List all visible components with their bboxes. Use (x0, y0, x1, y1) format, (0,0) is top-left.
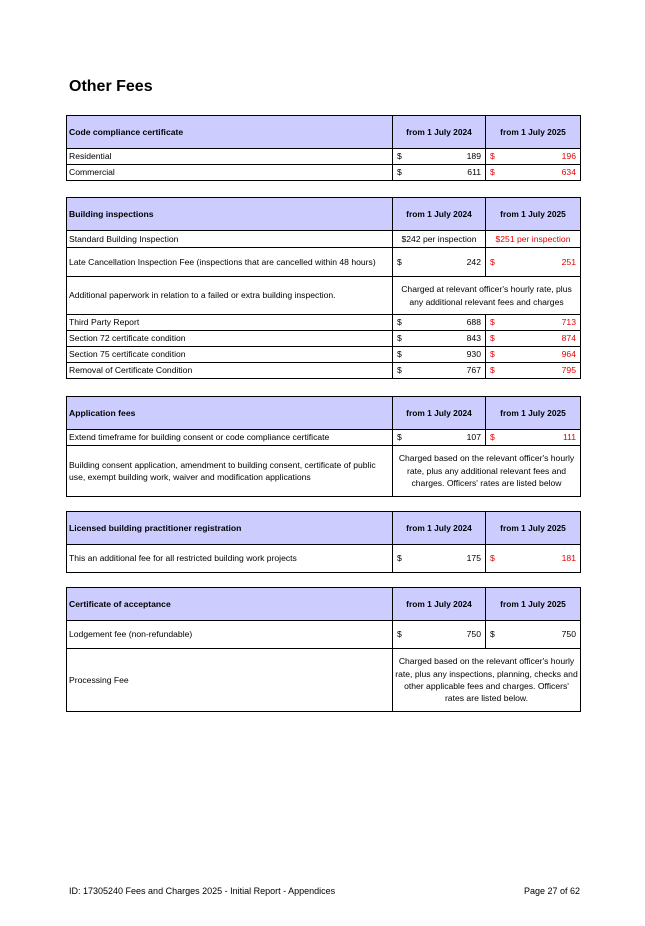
currency-symbol: $ (490, 349, 495, 360)
fee-2024 (393, 165, 486, 181)
column-header-2024: from 1 July 2024 (393, 198, 486, 231)
fee-note: Charged based on the relevant officer's hourly rate, plus any inspections, planning, checks and other applicable fees and charges. Officers' rates are listed below. (393, 649, 581, 712)
table-row (67, 331, 581, 347)
building-inspections-table (66, 197, 581, 379)
column-header-2024: from 1 July 2024 (393, 397, 486, 430)
currency-symbol: $ (490, 629, 495, 640)
amount: 767 (466, 365, 481, 376)
amount: 175 (466, 553, 481, 564)
amount: 713 (561, 317, 576, 328)
fee-note: Charged at relevant officer's hourly rate, plus any additional relevant fees and charges (393, 277, 581, 315)
fee-2024 (393, 149, 486, 165)
table-row (67, 347, 581, 363)
fee-2024 (393, 363, 486, 379)
table-row (67, 446, 581, 497)
table-header-row (67, 116, 581, 149)
certificate-of-acceptance-table (66, 587, 581, 712)
currency-symbol: $ (397, 167, 402, 178)
currency-symbol: $ (397, 317, 402, 328)
amount: 196 (561, 151, 576, 162)
table-row (67, 430, 581, 446)
fee-2025 (486, 315, 581, 331)
amount: 750 (561, 629, 576, 640)
currency-symbol: $ (397, 151, 402, 162)
fee-2025 (486, 621, 581, 649)
currency-symbol: $ (490, 167, 495, 178)
fee-2025 (486, 545, 581, 573)
column-header-2025: from 1 July 2025 (486, 116, 581, 149)
table-heading: Licensed building practitioner registration (67, 512, 393, 545)
currency-symbol: $ (490, 553, 495, 564)
currency-symbol: $ (490, 365, 495, 376)
fee-2024: $242 per inspection (393, 231, 486, 248)
currency-symbol: $ (490, 333, 495, 344)
table-row (67, 149, 581, 165)
amount: 181 (561, 553, 576, 564)
amount: 964 (561, 349, 576, 360)
footer-page-number: Page 27 of 62 (523, 886, 580, 896)
column-header-2025: from 1 July 2025 (486, 397, 581, 430)
fee-2025 (486, 363, 581, 379)
fee-2025 (486, 149, 581, 165)
column-header-2024: from 1 July 2024 (393, 588, 486, 621)
amount: 611 (467, 167, 481, 178)
table-row (67, 621, 581, 649)
amount: 688 (466, 317, 481, 328)
fee-2025 (486, 347, 581, 363)
row-label: Building consent application, amendment to building consent, certificate of public use, exempt building work, waiver and modification applications (67, 446, 393, 497)
fee-2024 (393, 331, 486, 347)
row-label: This an additional fee for all restricted building work projects (67, 545, 393, 573)
row-label: Processing Fee (67, 649, 393, 712)
amount: 111 (562, 432, 576, 443)
fee-2024 (393, 621, 486, 649)
row-label: Lodgement fee (non-refundable) (67, 621, 393, 649)
table-row (67, 649, 581, 712)
table-row (67, 545, 581, 573)
amount: 874 (561, 333, 576, 344)
currency-symbol: $ (490, 432, 495, 443)
column-header-2025: from 1 July 2025 (486, 512, 581, 545)
row-label: Commercial (67, 165, 393, 181)
code-compliance-table (66, 115, 581, 181)
currency-symbol: $ (397, 365, 402, 376)
currency-symbol: $ (397, 629, 402, 640)
currency-symbol: $ (490, 256, 495, 267)
amount: 242 (466, 256, 481, 267)
row-label: Extend timeframe for building consent or code compliance certificate (67, 430, 393, 446)
amount: 930 (466, 349, 481, 360)
application-fees-table (66, 396, 581, 497)
amount: 107 (466, 432, 481, 443)
table-row (67, 315, 581, 331)
table-heading: Application fees (67, 397, 393, 430)
footer-document-id: ID: 17305240 Fees and Charges 2025 - Initial Report - Appendices (69, 886, 336, 896)
page-title: Other Fees (69, 78, 153, 95)
currency-symbol: $ (397, 333, 402, 344)
fee-2024 (393, 315, 486, 331)
row-label: Residential (67, 149, 393, 165)
table-row (67, 231, 581, 248)
column-header-2024: from 1 July 2024 (393, 512, 486, 545)
row-label: Third Party Report (67, 315, 393, 331)
row-label: Removal of Certificate Condition (67, 363, 393, 379)
fee-note: Charged based on the relevant officer's hourly rate, plus any additional relevant fees and charges. Officers' rates are listed below (393, 446, 581, 497)
table-row (67, 363, 581, 379)
amount: 189 (466, 151, 481, 162)
column-header-2025: from 1 July 2025 (486, 588, 581, 621)
amount: 251 (561, 256, 576, 267)
table-row (67, 277, 581, 315)
currency-symbol: $ (490, 317, 495, 328)
fee-2024 (393, 248, 486, 277)
currency-symbol: $ (397, 432, 402, 443)
table-header-row (67, 397, 581, 430)
row-label: Standard Building Inspection (67, 231, 393, 248)
amount: 795 (561, 365, 576, 376)
column-header-2025: from 1 July 2025 (486, 198, 581, 231)
fee-2025 (486, 248, 581, 277)
table-heading: Building inspections (67, 198, 393, 231)
row-label: Late Cancellation Inspection Fee (inspections that are cancelled within 48 hours) (67, 248, 393, 277)
fee-2024 (393, 545, 486, 573)
amount: 634 (561, 167, 576, 178)
fee-2024 (393, 347, 486, 363)
lbp-registration-table (66, 511, 581, 573)
currency-symbol: $ (397, 349, 402, 360)
currency-symbol: $ (490, 151, 495, 162)
row-label: Additional paperwork in relation to a failed or extra building inspection. (67, 277, 393, 315)
table-row (67, 165, 581, 181)
currency-symbol: $ (397, 256, 402, 267)
column-header-2024: from 1 July 2024 (393, 116, 486, 149)
table-row (67, 248, 581, 277)
fee-2025: $251 per inspection (486, 231, 581, 248)
table-heading: Code compliance certificate (67, 116, 393, 149)
currency-symbol: $ (397, 553, 402, 564)
table-header-row (67, 198, 581, 231)
table-header-row (67, 588, 581, 621)
table-header-row (67, 512, 581, 545)
fee-2025 (486, 331, 581, 347)
row-label: Section 72 certificate condition (67, 331, 393, 347)
table-heading: Certificate of acceptance (67, 588, 393, 621)
row-label: Section 75 certificate condition (67, 347, 393, 363)
fee-2025 (486, 430, 581, 446)
amount: 750 (466, 629, 481, 640)
fee-2024 (393, 430, 486, 446)
amount: 843 (466, 333, 481, 344)
fee-2025 (486, 165, 581, 181)
